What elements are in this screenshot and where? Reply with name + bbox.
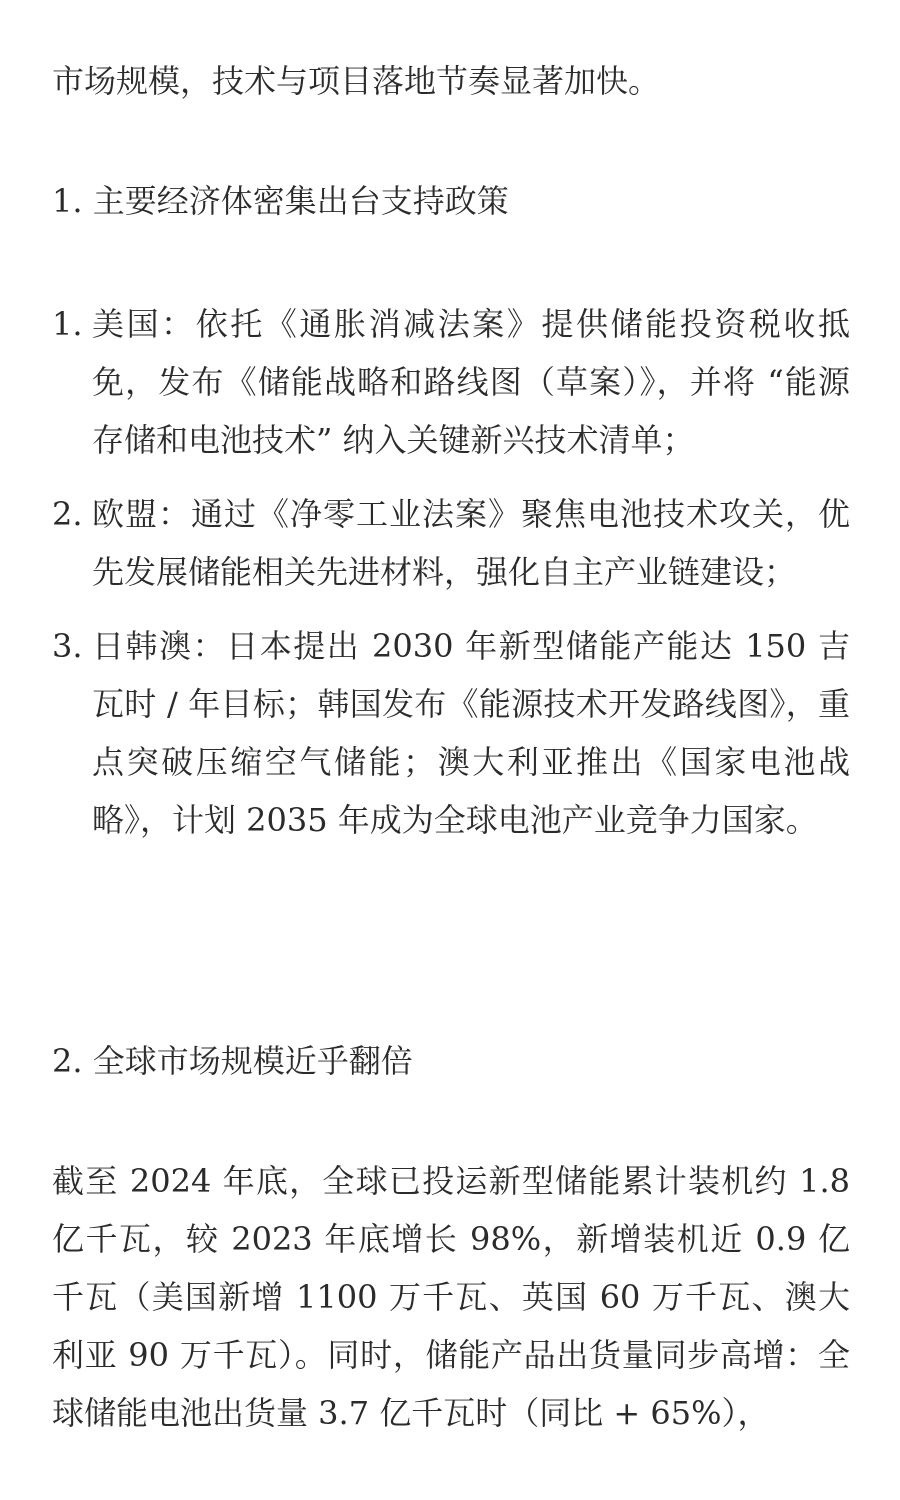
- section-heading-market: 2. 全球市场规模近乎翻倍: [52, 1042, 413, 1080]
- list-item-number: 1.: [52, 305, 83, 343]
- list-item: [52, 295, 850, 469]
- list-item-number: 3.: [52, 627, 83, 665]
- list-item-text: 欧盟：通过《净零工业法案》聚焦电池技术攻关，优先发展储能相关先进材料，强化自主产业链建设；: [92, 495, 850, 591]
- market-paragraph: 截至 2024 年底，全球已投运新型储能累计装机约 1.8 亿千瓦，较 2023 年底增长 98%，新增装机近 0.9 亿千瓦（美国新增 1100 万千瓦、英国 60 万千瓦、澳大利亚 90 万千瓦）。同时，储能产品出货量同步高增：全球储能电池出货量 3.7 亿千瓦时（同比 + 65%），: [52, 1162, 850, 1432]
- list-item-number: 2.: [52, 495, 83, 533]
- list-item-text: 日韩澳：日本提出 2030 年新型储能产能达 150 吉瓦时 / 年目标；韩国发布《能源技术开发路线图》，重点突破压缩空气储能；澳大利亚推出《国家电池战略》，计划 2035 年成为全球电池产业竞争力国家。: [92, 627, 850, 839]
- list-item: [52, 485, 850, 601]
- intro-paragraph: 市场规模，技术与项目落地节奏显著加快。: [52, 62, 661, 100]
- list-item-text: 美国：依托《通胀消减法案》提供储能投资税收抵免，发布《储能战略和路线图（草案）》，并将 “能源存储和电池技术” 纳入关键新兴技术清单；: [92, 305, 850, 459]
- policy-list: [52, 295, 850, 849]
- section-heading-policies: 1. 主要经济体密集出台支持政策: [52, 182, 509, 220]
- list-item: [52, 617, 850, 849]
